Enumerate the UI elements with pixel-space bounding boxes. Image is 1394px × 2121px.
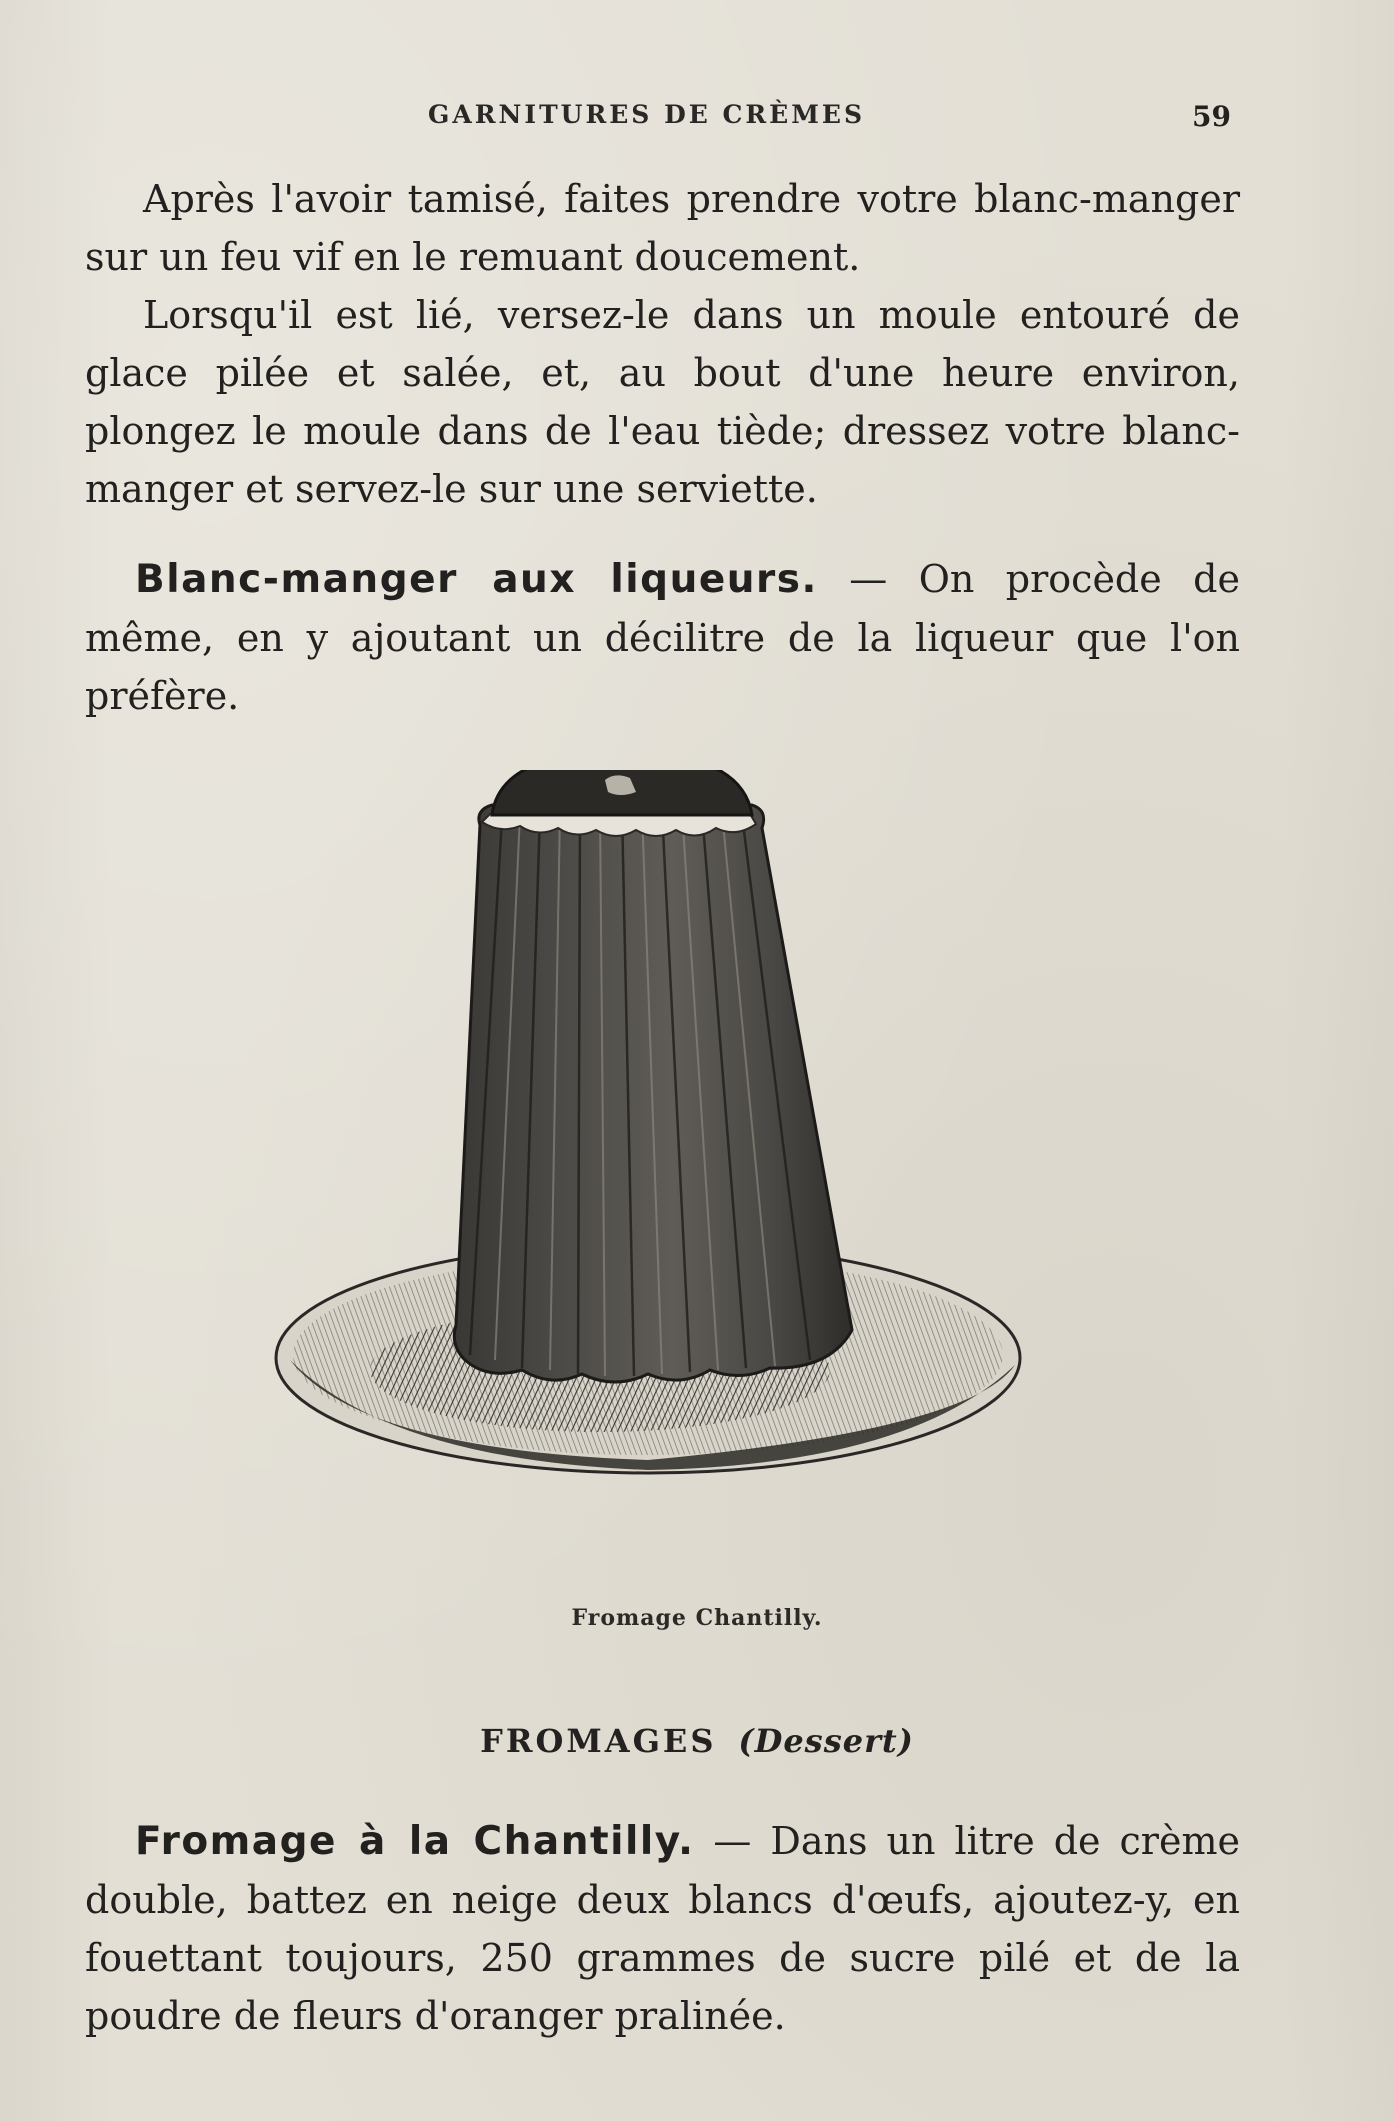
recipe-text: — On procède de même, en y ajoutant un décilitre de la liqueur que l'on préfère. [85,557,1240,718]
fromage-chantilly-engraving [270,770,1030,1570]
recipe-text: — Dans un litre de crème double, battez en neige deux blancs d'œufs, ajoutez-y, en fouettant toujours, 250 grammes de sucre pilé et de la poudre de fleurs d'oranger pralinée. [85,1819,1240,2038]
recipe-title: Blanc-manger aux liqueurs. [135,557,818,602]
recipe-entry-liqueurs [85,550,1240,725]
recipe-title: Fromage à la Chantilly. [135,1819,695,1864]
recipe-entry [85,1812,1240,2045]
page-number: 59 [1192,100,1231,133]
recipe-entry-chantilly [85,1812,1240,2045]
section-subtitle: (Dessert) [738,1722,914,1760]
running-head [0,100,1394,140]
section-title: FROMAGES [480,1722,717,1760]
running-title: GARNITURES DE CRÈMES [428,100,866,129]
paragraph: Lorsqu'il est lié, versez-le dans un moule entouré de glace pilée et salée, et, au bout d'une heure environ, plongez le moule dans de l'eau tiède; dressez votre blanc-manger et servez-le sur une serviette. [85,293,1240,511]
figure-caption: Fromage Chantilly. [571,1605,823,1631]
paragraph: Après l'avoir tamisé, faites prendre votre blanc-manger sur un feu vif en le remuant doucement. [85,177,1240,279]
body-text-top [85,170,1240,518]
engraving-illustration [270,770,1030,1570]
section-heading [0,1722,1394,1760]
recipe-entry [85,550,1240,725]
